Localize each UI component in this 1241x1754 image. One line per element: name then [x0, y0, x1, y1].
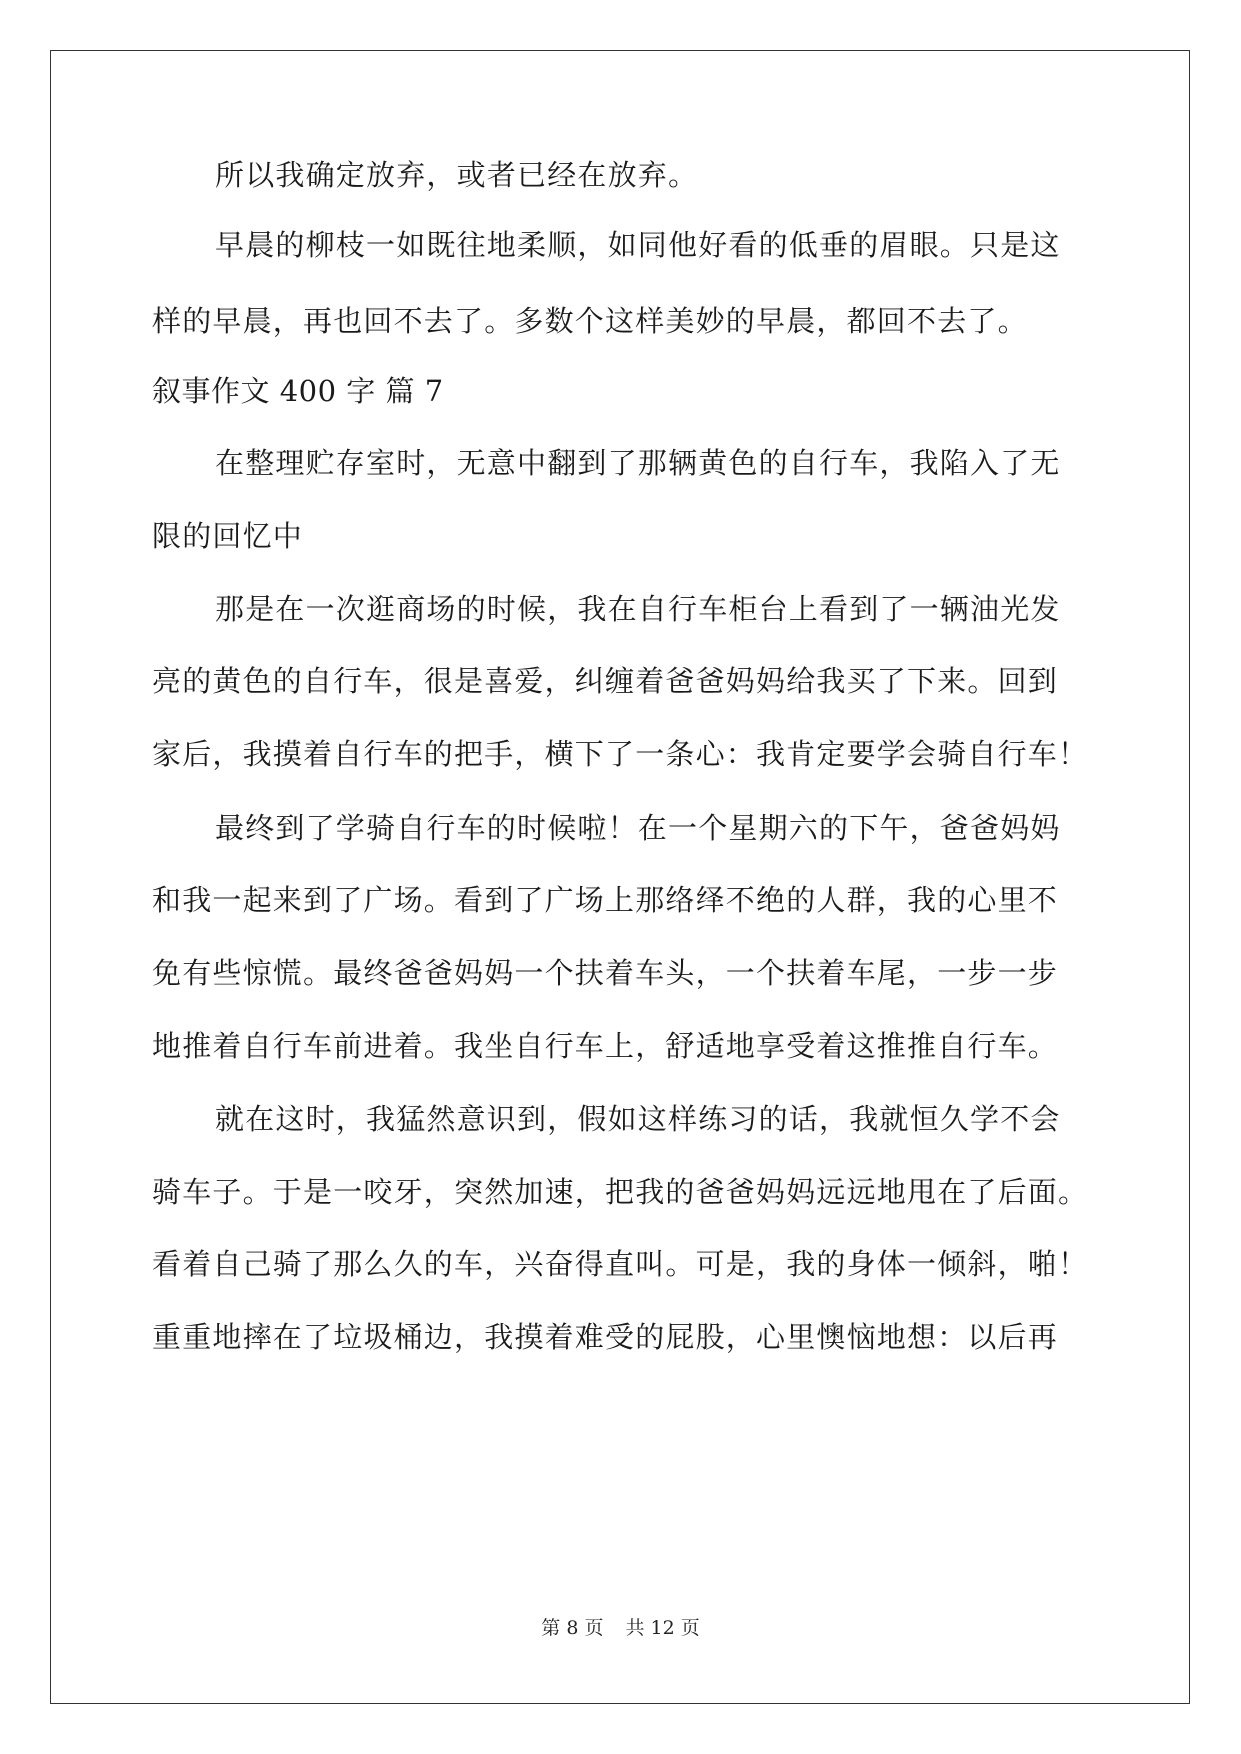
- paragraph-line: 和我一起来到了广场。看到了广场上那络绎不绝的人群，我的心里不: [152, 883, 1059, 917]
- paragraph-line: 样的早晨，再也回不去了。多数个这样美妙的早晨，都回不去了。: [152, 304, 1028, 338]
- paragraph-line: 骑车子。于是一咬牙，突然加速，把我的爸爸妈妈远远地甩在了后面。: [152, 1175, 1089, 1209]
- paragraph-line: 看着自己骑了那么久的车，兴奋得直叫。可是，我的身体一倾斜，啪！: [152, 1247, 1089, 1281]
- paragraph-line: 限的回忆中: [152, 519, 304, 553]
- paragraph-line: 最终到了学骑自行车的时候啦！在一个星期六的下午，爸爸妈妈: [215, 811, 1061, 845]
- paragraph-line: 地推着自行车前进着。我坐自行车上，舒适地享受着这推推自行车。: [152, 1029, 1059, 1063]
- paragraph-line: 那是在一次逛商场的时候，我在自行车柜台上看到了一辆油光发: [215, 592, 1061, 626]
- paragraph-line: 在整理贮存室时，无意中翻到了那辆黄色的自行车，我陷入了无: [215, 446, 1061, 480]
- paragraph-line: 家后，我摸着自行车的把手，横下了一条心：我肯定要学会骑自行车！: [152, 737, 1089, 771]
- page-number: 第 8 页: [541, 1617, 604, 1639]
- page-border: [50, 50, 1190, 1704]
- page-footer: [0, 1616, 1241, 1640]
- paragraph-line: 所以我确定放弃，或者已经在放弃。: [215, 158, 699, 192]
- paragraph-line: 早晨的柳枝一如既往地柔顺，如同他好看的低垂的眉眼。只是这: [215, 228, 1061, 262]
- paragraph-line: 亮的黄色的自行车，很是喜爱，纠缠着爸爸妈妈给我买了下来。回到: [152, 664, 1059, 698]
- paragraph-line: 就在这时，我猛然意识到，假如这样练习的话，我就恒久学不会: [215, 1102, 1061, 1136]
- section-heading: 叙事作文 400 字 篇 7: [152, 374, 444, 408]
- paragraph-line: 免有些惊慌。最终爸爸妈妈一个扶着车头，一个扶着车尾，一步一步: [152, 956, 1059, 990]
- page-total: 共 12 页: [625, 1617, 700, 1639]
- paragraph-line: 重重地摔在了垃圾桶边，我摸着难受的屁股，心里懊恼地想：以后再: [152, 1320, 1059, 1354]
